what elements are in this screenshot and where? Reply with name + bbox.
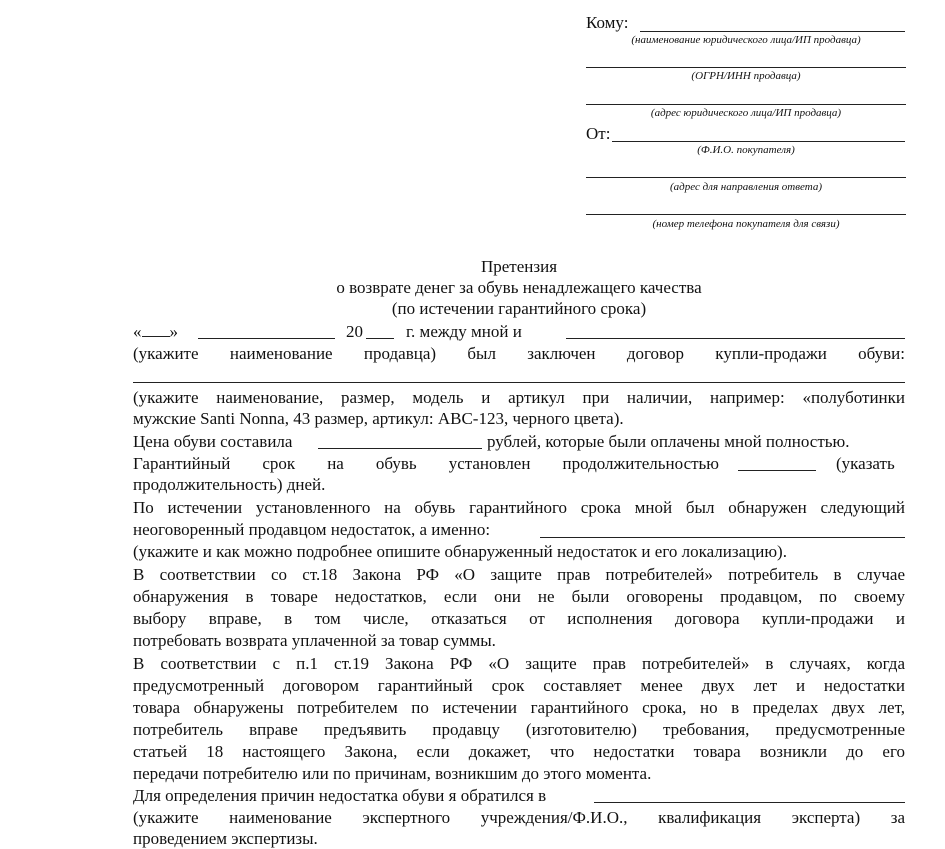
product-blank[interactable] [133,382,905,383]
doc-subtitle-note: (по истечении гарантийного срока) [391,299,647,318]
warranty-text: Гарантийный срок на обувь установлен продолжительностью [133,454,719,473]
reply-address-line[interactable] [586,177,906,178]
year-blank[interactable] [366,338,394,339]
fio-caption: (Ф.И.О. покупателя) [697,144,795,156]
warranty-hint: (указать [836,454,895,473]
law19-line5: статьей 18 настоящего Закона, если докажет, что недостатки товара возникли до его [133,742,905,761]
ogrn-caption: (ОГРН/ИНН продавца) [691,70,801,82]
seller-address-line[interactable] [586,104,906,105]
expert-text: Для определения причин недостатка обуви я обратился в [133,786,547,805]
reply-address-caption: (адрес для направления ответа) [669,181,823,193]
warranty-blank[interactable] [738,470,816,471]
price-text-end: рублей, которые были оплачены мной полностью. [487,432,850,451]
to-caption: (наименование юридического лица/ИП продавца) [631,34,861,46]
law19-line2: предусмотренный договором гарантийный срок составляет менее двух лет и недостатки [133,676,905,695]
seller-blank[interactable] [566,338,905,339]
date-line [133,321,178,342]
product-hint-line2: мужские Santi Nonna, 43 размер, артикул: ABC-123, черного цвета). [133,409,624,428]
price-blank[interactable] [318,448,482,449]
defect-hint: (укажите и как можно подробнее опишите обнаруженный недостаток и его локализацию). [133,542,787,561]
law19-line6: передачи потребителю или по причинам, возникшим до этого момента. [133,764,652,783]
defect-line2: неоговоренный продавцом недостаток, а именно: [133,520,491,539]
law18-line1: В соответствии со ст.18 Закона РФ «О защите прав потребителей» потребитель в случае [133,565,905,584]
from-line[interactable] [612,141,905,142]
law19-line4: потребитель вправе предъявить продавцу (изготовителю) требования, предусмотренные [133,720,905,739]
product-hint-line1: (укажите наименование, размер, модель и артикул при наличии, например: «полуботинки [133,388,905,407]
from-label: От: [586,124,611,143]
doc-subtitle: о возврате денег за обувь ненадлежащего качества [336,278,702,297]
expert-blank[interactable] [594,802,905,803]
contract-line: (укажите наименование продавца) был заключен договор купли-продажи обуви: [133,344,905,363]
law18-line2: обнаружения в товаре недостатков, если они не были оговорены продавцом, по своему [133,587,905,606]
expert-line3: проведением экспертизы. [133,829,318,848]
date-open-quote: « [133,322,142,341]
doc-title: Претензия [480,257,558,276]
law19-line3: товара обнаружены потребителем по истечении гарантийного срока, но в пределах двух лет, [133,698,905,717]
phone-caption: (номер телефона покупателя для связи) [652,218,840,230]
law18-line4: потребовать возврата уплаченной за товар суммы. [133,631,496,650]
warranty-line2: продолжительность) дней. [133,475,326,494]
year-prefix: 20 [346,322,363,341]
seller-address-caption: (адрес юридического лица/ИП продавца) [650,107,842,119]
ogrn-line[interactable] [586,67,906,68]
defect-blank[interactable] [540,537,905,538]
date-close-quote: » [169,322,178,341]
date-rest: г. между мной и [406,322,522,341]
expert-hint: (укажите наименование экспертного учреждения/Ф.И.О., квалификация эксперта) за [133,808,905,827]
defect-line1: По истечении установленного на обувь гарантийного срока мной был обнаружен следующий [133,498,905,517]
law18-line3: выбору вправе, в том числе, отказаться от исполнения договора купли-продажи и [133,609,905,628]
price-text: Цена обуви составила [133,432,293,451]
day-blank[interactable] [142,321,170,337]
phone-line[interactable] [586,214,906,215]
law19-line1: В соответствии с п.1 ст.19 Закона РФ «О защите прав потребителей» в случаях, когда [133,654,905,673]
to-line[interactable] [640,31,905,32]
month-blank[interactable] [198,338,335,339]
to-label: Кому: [586,13,629,32]
